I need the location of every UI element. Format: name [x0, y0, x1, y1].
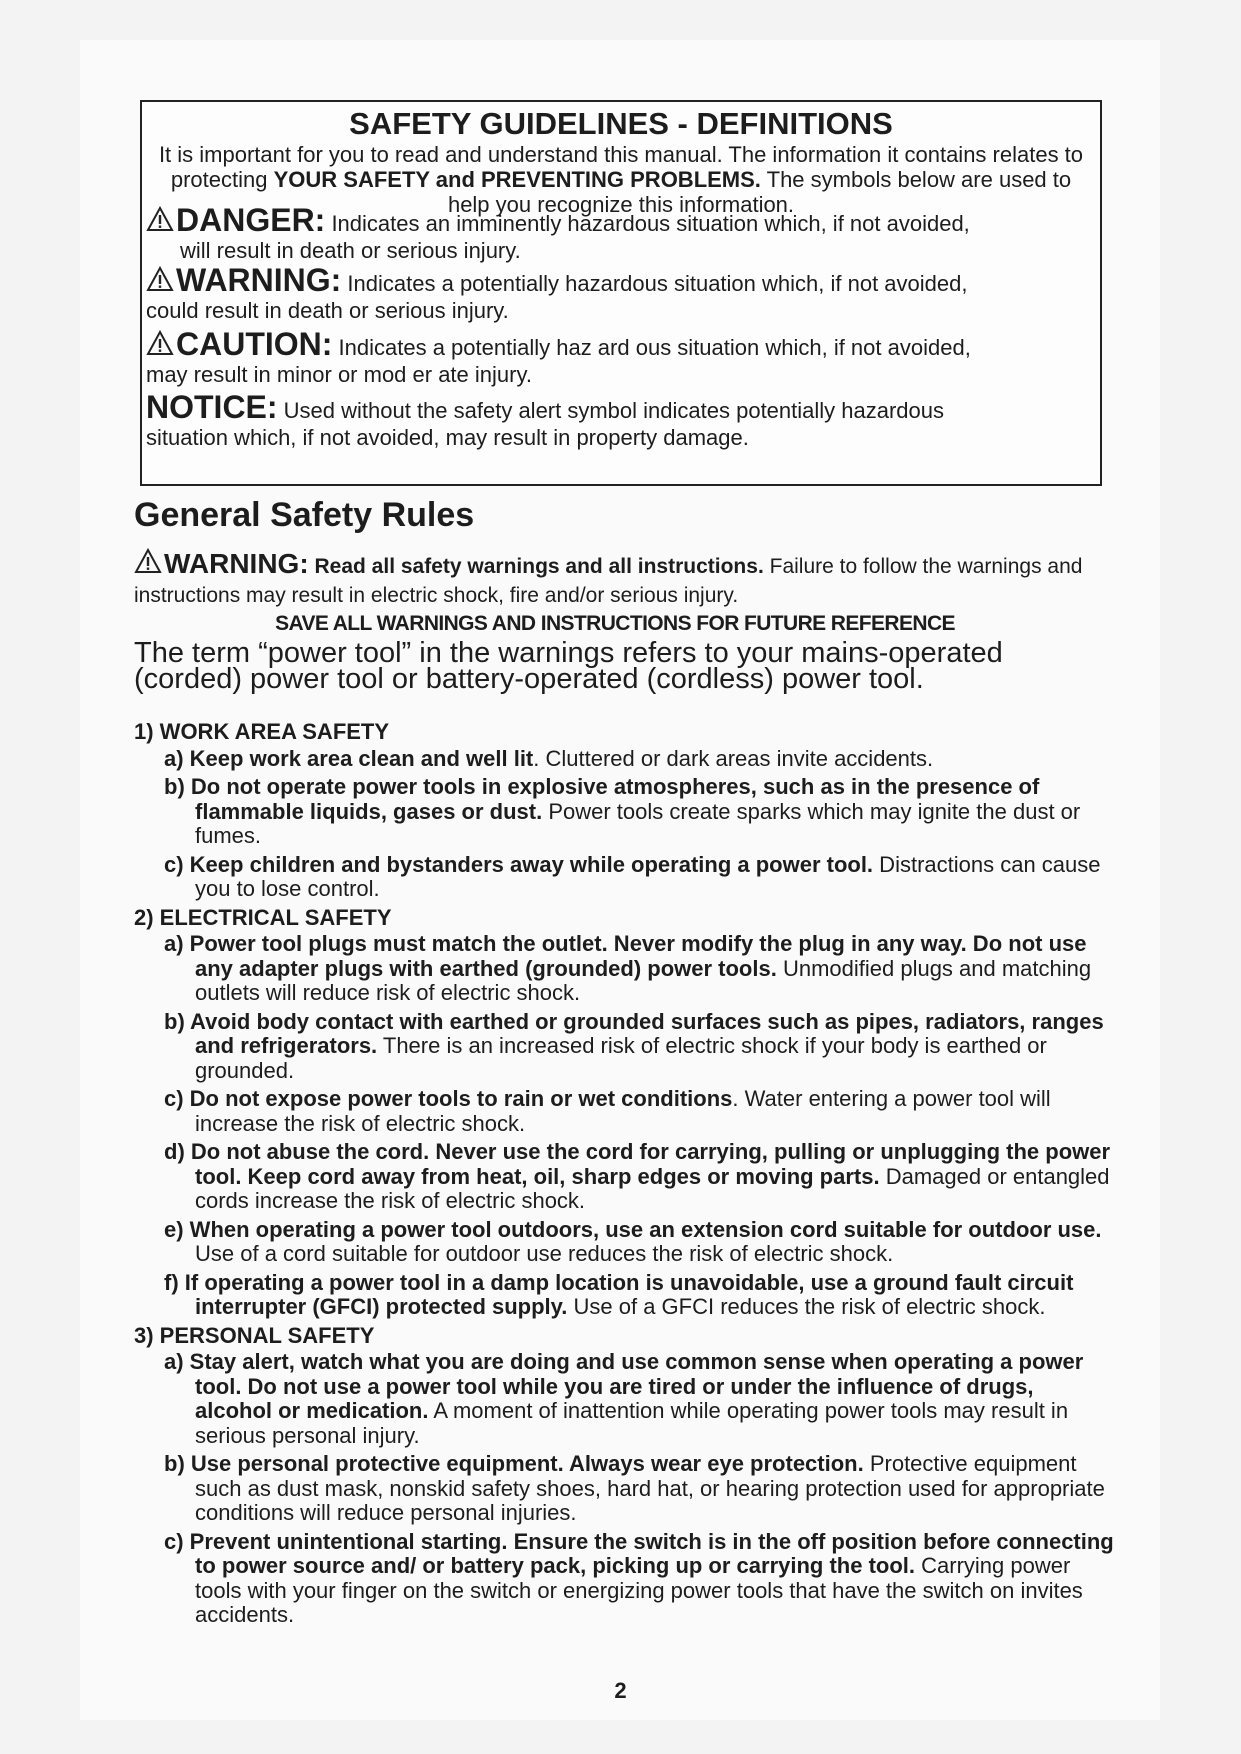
rule-item: a) Power tool plugs must match the outlet. Never modify the plug in any way. Do not use any adapter plugs with earthed (grounded) power tools. Unmodified plugs and matching outlets will reduce risk of electric shock.	[164, 931, 1092, 1005]
rule-item: a) Stay alert, watch what you are doing and use common sense when operating a power tool. Do not use a power tool while you are tired or under the influence of drugs, alcohol or medication. A moment of inattention while operating power tools may result in serious personal injury.	[164, 1349, 1084, 1448]
warning-triangle-icon	[146, 206, 174, 232]
general-safety-rules-title: General Safety Rules	[134, 496, 475, 534]
rule-item: c) Keep children and bystanders away while operating a power tool. Distractions can cause you to lose control.	[164, 851, 1101, 901]
section-heading: 2) ELECTRICAL SAFETY	[134, 904, 392, 930]
save-instructions-notice: SAVE ALL WARNINGS AND INSTRUCTIONS FOR FUTURE REFERENCE	[275, 612, 955, 635]
caution-label: CAUTION:	[176, 326, 333, 362]
danger-label: DANGER:	[176, 202, 326, 238]
rule-item: b) Avoid body contact with earthed or grounded surfaces such as pipes, radiators, ranges and refrigerators. There is an increased risk of electric shock if your body is earthed or grounded.	[164, 1008, 1104, 1083]
definitions-title: SAFETY GUIDELINES - DEFINITIONS	[349, 106, 893, 141]
rule-item: a) Keep work area clean and well lit. Cluttered or dark areas invite accidents.	[164, 745, 934, 771]
warning-definition: WARNING: Indicates a potentially hazardous situation which, if not avoided, could result in death or serious injury.	[146, 262, 968, 323]
danger-definition: DANGER: Indicates an imminently hazardous situation which, if not avoided, will result in death or serious injury.	[146, 206, 1092, 264]
rule-item: d) Do not abuse the cord. Never use the cord for carrying, pulling or unplugging the power tool. Keep cord away from heat, oil, sharp edges or moving parts. Damaged or entangled cords increase the risk of electric shock.	[164, 1139, 1111, 1213]
rule-item: b) Use personal protective equipment. Always wear eye protection. Protective equipment such as dust mask, nonskid safety shoes, hard hat, or hearing protection used for appropriate conditions will reduce personal injuries.	[164, 1451, 1105, 1525]
safety-definitions-box	[140, 100, 1102, 486]
page-number: 2	[614, 1678, 627, 1703]
rule-item: c) Prevent unintentional starting. Ensure the switch is in the off position before connecting to power source and/ or battery pack, picking up or carrying the tool. Carrying power tools with your finger on the switch or energizing power tools that have the switch on invites accidents.	[164, 1528, 1114, 1627]
warning-triangle-icon	[146, 266, 174, 292]
general-warning: WARNING: Read all safety warnings and all instructions. Failure to follow the warnings and instructions may result in electric shock, fire and/or serious injury.	[134, 548, 1083, 607]
safety-rules-list	[134, 720, 1114, 1632]
section-heading: 3) PERSONAL SAFETY	[134, 1322, 375, 1348]
warning-label: WARNING:	[176, 262, 342, 298]
rule-item: f) If operating a power tool in a damp location is unavoidable, use a ground fault circuit interrupter (GFCI) protected supply. Use of a GFCI reduces the risk of electric shock.	[164, 1269, 1074, 1319]
warning-triangle-icon	[134, 548, 162, 574]
section-heading: 1) WORK AREA SAFETY	[134, 719, 390, 744]
warning-triangle-icon	[146, 330, 174, 356]
rule-item: e) When operating a power tool outdoors, use an extension cord suitable for outdoor use. Use of a cord suitable for outdoor use reduces the risk of electric shock.	[164, 1216, 1102, 1266]
definitions-intro: It is important for you to read and understand this manual. The information it contains relates to protecting YOUR SAFETY and PREVENTING PROBLEMS. The symbols below are used to help you recognize this information.	[158, 142, 1084, 217]
power-tool-term-definition: The term “power tool” in the warnings refers to your mains-operated (corded) power tool or battery-operated (cordless) power tool.	[134, 637, 1003, 695]
caution-definition: CAUTION: Indicates a potentially haz ard ous situation which, if not avoided, may result in minor or mod er ate injury.	[146, 326, 971, 387]
rule-item: b) Do not operate power tools in explosive atmospheres, such as in the presence of flammable liquids, gases or dust. Power tools create sparks which may ignite the dust or fumes.	[164, 774, 1081, 848]
rule-item: c) Do not expose power tools to rain or wet conditions. Water entering a power tool will increase the risk of electric shock.	[164, 1086, 1051, 1136]
notice-label: NOTICE:	[146, 389, 278, 425]
notice-definition: NOTICE: Used without the safety alert symbol indicates potentially hazardous situation which, if not avoided, may result in property damage.	[146, 389, 945, 450]
